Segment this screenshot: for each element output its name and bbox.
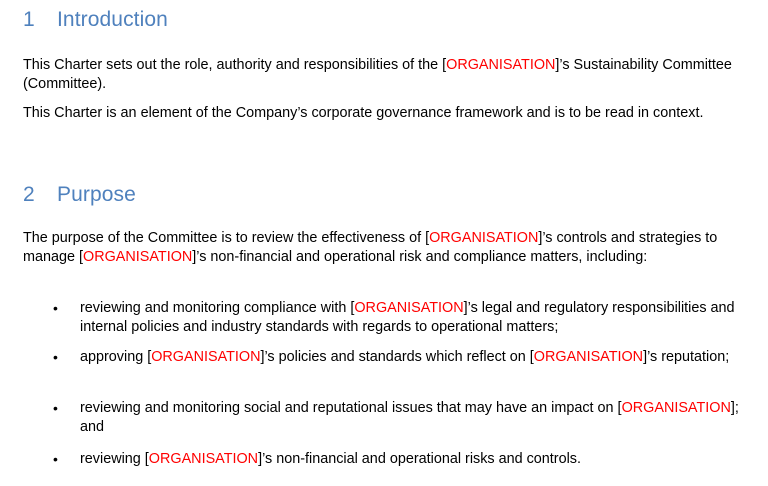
- text-run: ]’s reputation;: [643, 349, 730, 365]
- text-run: ]; and: [80, 400, 739, 435]
- bullet-icon: •: [53, 451, 58, 467]
- section-number: 2: [23, 183, 35, 206]
- list-item: [53, 450, 760, 469]
- organisation-placeholder: ORGANISATION: [429, 230, 539, 246]
- text-run: This Charter sets out the role, authority and responsibilities of the [: [23, 57, 447, 73]
- list-item: [53, 399, 760, 437]
- text-run: ]’s Sustainability Committee (Committee).: [23, 57, 732, 92]
- bullet-icon: •: [53, 300, 58, 316]
- organisation-placeholder: ORGANISATION: [83, 249, 193, 265]
- text-run: reviewing and monitoring compliance with [: [80, 300, 355, 316]
- section-heading-introduction: [23, 8, 168, 32]
- paragraph: [23, 229, 758, 267]
- text-run: ]’s non-financial and operational risks and controls.: [258, 451, 581, 467]
- section-number: 1: [23, 8, 35, 31]
- organisation-placeholder: ORGANISATION: [148, 451, 259, 467]
- bullet-icon: •: [53, 349, 58, 365]
- section-title: Purpose: [57, 183, 136, 206]
- text-run: ]’s legal and regulatory responsibilities and internal policies and industry standards with regards to operational matters;: [80, 300, 735, 335]
- organisation-placeholder: ORGANISATION: [151, 349, 261, 365]
- text-run: reviewing [: [80, 451, 149, 467]
- text-run: ]’s policies and standards which reflect on [: [260, 349, 534, 365]
- text-run: ]’s controls and strategies to manage [: [23, 230, 718, 265]
- organisation-placeholder: ORGANISATION: [533, 349, 644, 365]
- section-heading-purpose: [23, 183, 136, 207]
- organisation-placeholder: ORGANISATION: [354, 300, 464, 316]
- list-item: [53, 299, 760, 337]
- section-title: Introduction: [57, 8, 168, 31]
- organisation-placeholder: ORGANISATION: [446, 57, 556, 73]
- paragraph: [23, 104, 758, 123]
- text-run: The purpose of the Committee is to review the effectiveness of [: [23, 230, 430, 246]
- text-run: This Charter is an element of the Company’s corporate governance framework and is to be read in context.: [23, 105, 704, 121]
- text-run: approving [: [80, 349, 152, 365]
- bullet-icon: •: [53, 400, 58, 416]
- text-run: ]’s non-financial and operational risk and compliance matters, including:: [192, 249, 648, 265]
- organisation-placeholder: ORGANISATION: [621, 400, 731, 416]
- list-item: [53, 348, 760, 367]
- text-run: reviewing and monitoring social and reputational issues that may have an impact on [: [80, 400, 622, 416]
- paragraph: [23, 56, 758, 94]
